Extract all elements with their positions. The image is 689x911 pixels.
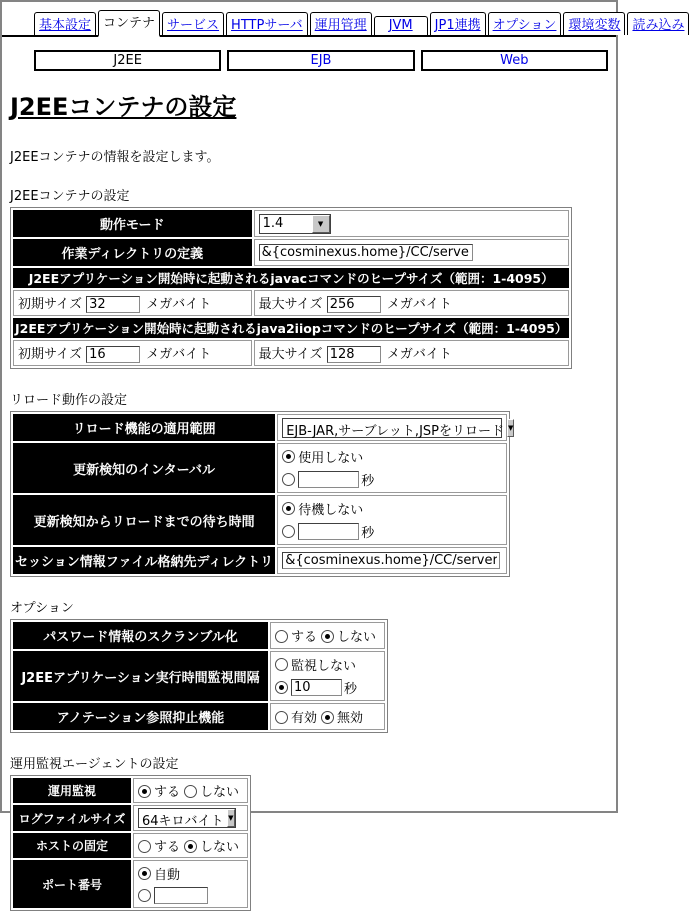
annotation-enable-option[interactable] (275, 711, 317, 726)
password-scramble-off-label: しない (337, 630, 377, 645)
port-number-label: ポート番号 (13, 860, 131, 908)
sub-tab-bar (34, 50, 608, 71)
subtab-web[interactable] (421, 50, 608, 71)
annotation-disable-option[interactable] (321, 711, 363, 726)
reload-wait-label: 更新検知からリロードまでの待ち時間 (13, 495, 275, 545)
radio-icon[interactable] (184, 840, 197, 853)
tab-jvm-label: JVM (388, 18, 413, 33)
update-interval-label: 更新検知のインターバル (13, 443, 275, 493)
port-auto-label: 自動 (154, 868, 181, 883)
workdir-label: 作業ディレクトリの定義 (13, 239, 252, 266)
monitoring-label: 運用監視 (13, 778, 131, 803)
radio-icon[interactable] (282, 525, 295, 538)
tab-service-label: サービス (167, 18, 220, 33)
operation-mode-label: 動作モード (13, 210, 252, 237)
update-interval-input[interactable] (298, 471, 359, 488)
reload-wait-cell (277, 495, 507, 545)
host-fix-on-option[interactable] (138, 840, 180, 855)
page-description: J2EEコンテナの情報を設定します。 (10, 150, 220, 165)
tab-options-label: オプション (492, 18, 557, 33)
java2iiop-init-size-unit: メガバイト (146, 347, 212, 362)
radio-icon[interactable] (275, 630, 288, 643)
password-scramble-on-option[interactable] (275, 630, 317, 645)
update-interval-custom-option[interactable] (282, 469, 502, 490)
java2iiop-init-size-label: 初期サイズ (18, 347, 82, 362)
log-size-cell (133, 805, 248, 831)
container-settings-table (10, 207, 572, 369)
update-interval-disable-label: 使用しない (298, 451, 364, 466)
annotation-suppress-label: アノテーション参照抑止機能 (13, 703, 268, 730)
tab-http-server[interactable] (226, 12, 308, 35)
java2iiop-init-size-cell (13, 340, 252, 366)
subtab-j2ee-label: J2EE (113, 53, 142, 68)
tab-env-vars-label: 環境変数 (568, 18, 621, 33)
session-dir-input[interactable] (282, 552, 500, 569)
tab-container[interactable] (98, 10, 160, 37)
operation-mode-select-value: 1.4 (262, 215, 284, 231)
password-scramble-cell (270, 622, 385, 649)
page-title: J2EEコンテナの設定 (10, 93, 237, 121)
exec-watch-input[interactable] (291, 679, 342, 696)
subtab-j2ee[interactable] (34, 50, 221, 71)
reload-wait-custom-option[interactable] (282, 521, 502, 542)
exec-watch-custom-option[interactable] (275, 677, 380, 698)
javac-init-size-input[interactable] (86, 296, 140, 313)
reload-wait-disable-option[interactable] (282, 498, 502, 519)
dropdown-arrow-icon[interactable]: ▼ (227, 809, 235, 827)
password-scramble-label: パスワード情報のスクランブル化 (13, 622, 268, 649)
top-tab-bar (2, 2, 685, 37)
tab-basic-settings-label: 基本設定 (39, 18, 92, 33)
tab-env-vars[interactable] (563, 12, 625, 35)
options-table (10, 619, 388, 733)
reload-scope-cell (277, 414, 514, 441)
dropdown-arrow-icon[interactable]: ▼ (507, 419, 514, 437)
reload-wait-input[interactable] (298, 523, 359, 540)
annotation-enable-label: 有効 (291, 711, 318, 726)
port-number-cell (133, 860, 248, 908)
radio-icon[interactable] (184, 785, 197, 798)
session-dir-cell (277, 547, 507, 574)
java2iiop-max-size-cell (254, 340, 570, 366)
reload-scope-label: リロード機能の適用範囲 (13, 414, 275, 441)
radio-icon[interactable] (321, 630, 334, 643)
annotation-suppress-cell (270, 703, 385, 730)
javac-max-size-label: 最大サイズ (258, 297, 323, 312)
exec-watch-cell (270, 651, 385, 701)
exec-watch-unit: 秒 (344, 682, 358, 697)
reload-settings-table (10, 411, 514, 577)
agent-section-label: 運用監視エージェントの設定 (10, 757, 179, 772)
javac-heap-banner: J2EEアプリケーション開始時に起動されるjavacコマンドのヒープサイズ（範囲：1-4095） (13, 268, 569, 288)
radio-icon[interactable] (138, 889, 151, 902)
radio-icon[interactable] (282, 502, 295, 515)
radio-icon[interactable] (138, 867, 151, 880)
javac-init-size-cell (13, 290, 252, 316)
tab-jp1-link[interactable] (430, 12, 486, 35)
reload-scope-select-value: EJB-JAR,サーブレット,JSPをリロード (286, 423, 504, 439)
javac-max-size-unit: メガバイト (386, 297, 452, 312)
tab-container-label: コンテナ (103, 16, 156, 31)
port-custom-option[interactable] (138, 886, 243, 905)
update-interval-cell (277, 443, 507, 493)
subtab-ejb[interactable] (227, 50, 414, 71)
host-fix-on-label: する (154, 840, 181, 855)
javac-max-size-cell (254, 290, 570, 316)
annotation-disable-label: 無効 (337, 711, 364, 726)
agent-settings-table (10, 775, 251, 911)
update-interval-disable-option[interactable] (282, 446, 502, 467)
container-section-label: J2EEコンテナの設定 (10, 189, 130, 204)
tab-service[interactable] (162, 12, 224, 35)
java2iiop-heap-banner: J2EEアプリケーション開始時に起動されるjava2iiopコマンドのヒープサイズ（範囲：1-4095） (13, 318, 569, 338)
java2iiop-max-size-label: 最大サイズ (258, 347, 323, 362)
java2iiop-max-size-unit: メガバイト (386, 347, 452, 362)
radio-icon[interactable] (275, 681, 288, 694)
log-size-select-value: 64キロバイト (142, 814, 224, 829)
monitoring-on-option[interactable] (138, 785, 180, 800)
exec-watch-disable-option[interactable] (275, 654, 380, 675)
reload-scope-select[interactable] (282, 418, 514, 439)
exec-watch-label: J2EEアプリケーション実行時間監視間隔 (13, 651, 268, 701)
monitoring-off-option[interactable] (184, 785, 239, 800)
radio-icon[interactable] (321, 711, 334, 724)
monitoring-off-label: しない (200, 785, 240, 800)
radio-icon[interactable] (275, 711, 288, 724)
dropdown-arrow-icon[interactable]: ▼ (312, 215, 330, 233)
port-auto-option[interactable] (138, 863, 243, 884)
javac-max-size-input[interactable] (327, 296, 381, 313)
tab-operation-management[interactable] (310, 12, 372, 35)
tab-jvm[interactable] (374, 16, 428, 35)
host-fix-cell (133, 833, 248, 858)
workdir-input[interactable] (259, 244, 473, 261)
options-section-label: オプション (10, 601, 74, 616)
monitoring-cell (133, 778, 248, 803)
radio-icon[interactable] (138, 840, 151, 853)
host-fix-label: ホストの固定 (13, 833, 131, 858)
host-fix-off-label: しない (200, 840, 240, 855)
javac-init-size-unit: メガバイト (146, 297, 212, 312)
session-dir-label: セッション情報ファイル格納先ディレクトリ (13, 547, 275, 574)
operation-mode-cell (254, 210, 570, 237)
subtab-web-label: Web (500, 53, 529, 68)
host-fix-off-option[interactable] (184, 840, 239, 855)
password-scramble-off-option[interactable] (321, 630, 376, 645)
tab-load-label: 読み込み (632, 18, 685, 33)
tab-options[interactable] (488, 12, 562, 35)
operation-mode-select[interactable] (259, 214, 331, 234)
tab-jp1-link-label: JP1連携 (434, 18, 481, 33)
reload-section-label: リロード動作の設定 (10, 393, 128, 408)
update-interval-unit: 秒 (361, 474, 375, 489)
port-number-input[interactable] (154, 887, 208, 904)
java2iiop-init-size-input[interactable] (86, 346, 140, 363)
log-size-select[interactable] (138, 808, 236, 828)
log-size-label: ログファイルサイズ (13, 805, 131, 831)
javac-init-size-label: 初期サイズ (18, 297, 82, 312)
monitoring-on-label: する (154, 785, 181, 800)
subtab-ejb-label: EJB (310, 53, 332, 68)
tab-basic-settings[interactable] (34, 12, 96, 35)
radio-icon[interactable] (138, 785, 151, 798)
radio-icon[interactable] (282, 450, 295, 463)
reload-wait-unit: 秒 (361, 526, 375, 541)
password-scramble-on-label: する (291, 630, 318, 645)
radio-icon[interactable] (275, 658, 288, 671)
tab-operation-management-label: 運用管理 (314, 18, 367, 33)
radio-icon[interactable] (282, 473, 295, 486)
tab-http-server-label: HTTPサーバ (231, 18, 303, 33)
workdir-cell (254, 239, 570, 266)
java2iiop-max-size-input[interactable] (327, 346, 381, 363)
tab-load[interactable] (627, 12, 689, 35)
exec-watch-disable-label: 監視しない (291, 659, 357, 674)
reload-wait-disable-label: 待機しない (298, 503, 364, 518)
